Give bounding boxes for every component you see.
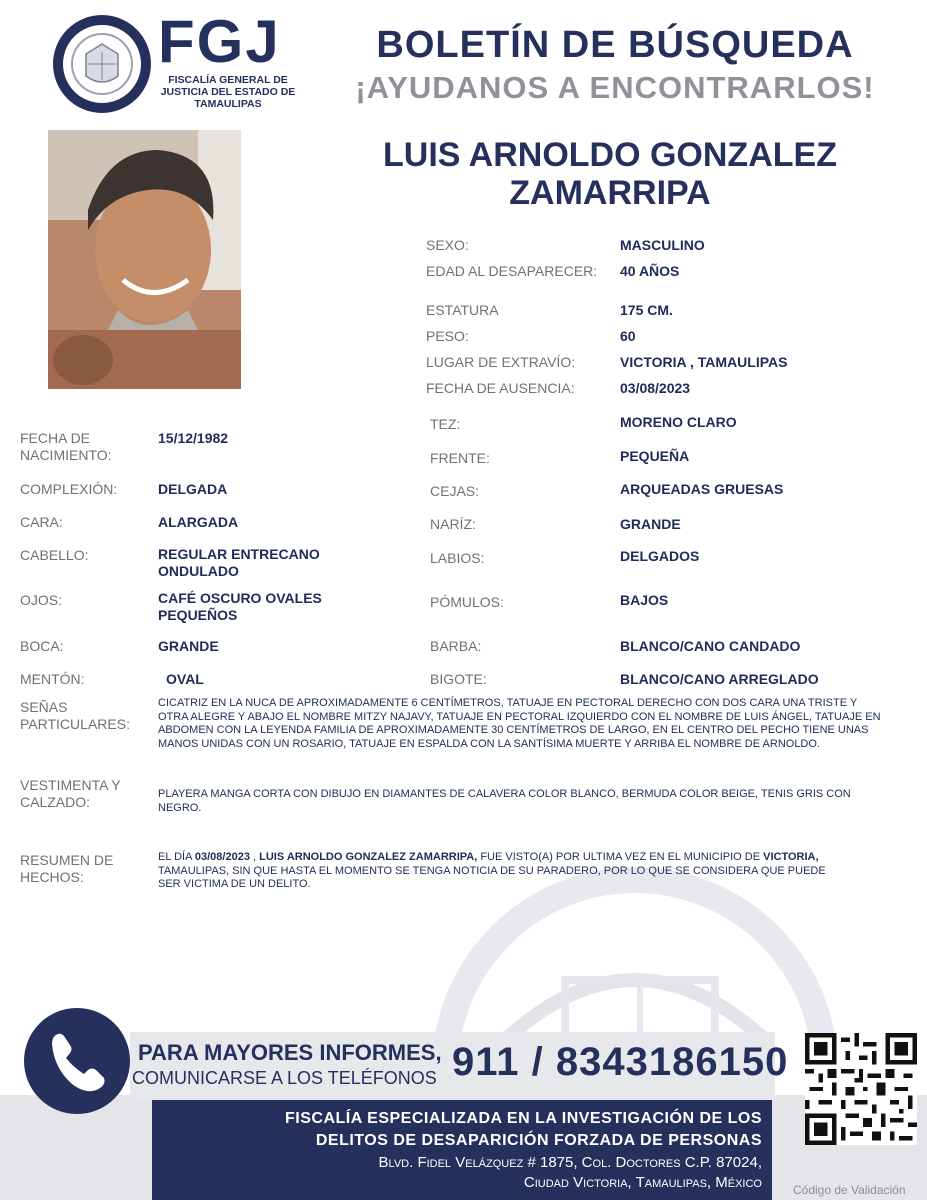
mustache-label: BIGOTE: (430, 671, 487, 687)
age-value: 40 AÑOS (620, 263, 680, 279)
skin-value: MORENO CLARO (620, 414, 737, 430)
logo-organization: FISCALÍA GENERAL DE JUSTICIA DEL ESTADO DE TAMAULIPAS (160, 74, 296, 110)
summary-label: RESUMEN DE HECHOS: (20, 852, 114, 885)
forehead-label: FRENTE: (430, 450, 490, 466)
office-name-line2: DELITOS DE DESAPARICIÓN FORZADA DE PERSONAS (315, 1132, 762, 1149)
sex-value: MASCULINO (620, 237, 705, 253)
marks-label: SEÑAS PARTICULARES: (20, 699, 130, 732)
summary-name: LUIS ARNOLDO GONZALEZ ZAMARRIPA, (259, 851, 478, 863)
absence-date-label: FECHA DE AUSENCIA: (426, 380, 575, 396)
summary-part: EL DÍA (158, 851, 195, 863)
eyebrows-label: CEJAS: (430, 483, 480, 499)
clothing-label: VESTIMENTA Y CALZADO: (20, 777, 121, 810)
eyes-value: CAFÉ OSCURO OVALES PEQUEÑOS (158, 590, 322, 623)
clothing-text: PLAYERA MANGA CORTA CON DIBUJO EN DIAMANTES DE CALAVERA COLOR BLANCO, BERMUDA COLOR BEIGE, TENIS GRIS CON NEGRO. (158, 788, 851, 814)
person-photo (48, 130, 241, 389)
build-value: DELGADA (158, 481, 228, 497)
summary-part: TAMAULIPAS, SIN QUE HASTA EL MOMENTO SE TENGA NOTICIA DE SU PARADERO, POR LO QUE SE CONSIDERA QUE PUEDE SER VICTIMA DE UN DELITO. (158, 864, 826, 890)
weight-value: 60 (620, 328, 636, 344)
qr-validation-label: Código de Validación (793, 1183, 906, 1197)
height-label: ESTATURA (426, 302, 499, 318)
office-name-line1: FISCALÍA ESPECIALIZADA EN LA INVESTIGACIÓN DE LOS (285, 1110, 762, 1127)
logo-acronym: FGJ (158, 8, 281, 75)
info-subheading: COMUNICARSE A LOS TELÉFONOS (132, 1068, 437, 1088)
weight-label: PESO: (426, 328, 469, 344)
mouth-label: BOCA: (20, 638, 64, 654)
face-label: CARA: (20, 514, 63, 530)
forehead-value: PEQUEÑA (620, 448, 690, 464)
chin-value: OVAL (166, 671, 204, 687)
summary-date: 03/08/2023 (194, 851, 250, 863)
person-name: LUIS ARNOLDO GONZALEZ ZAMARRIPA (383, 136, 837, 212)
lips-label: LABIOS: (430, 550, 485, 566)
location-value: VICTORIA , TAMAULIPAS (620, 354, 788, 370)
chin-label: MENTÓN: (20, 671, 85, 687)
eyebrows-value: ARQUEADAS GRUESAS (620, 481, 784, 497)
lips-value: DELGADOS (620, 548, 700, 564)
height-value: 175 CM. (620, 302, 673, 318)
marks-text: CICATRIZ EN LA NUCA DE APROXIMADAMENTE 6 CENTÍMETROS, TATUAJE EN PECTORAL DERECHO CON DOS CARA UNA TRISTE Y OTRA ALEGRE Y ABAJO EL NOMBRE MITZY NAJAVY, TATUAJE EN PECTORAL IZQUIERDO CON EL NOMBRE DE LUIS ÁNGEL, TATUAJE EN ABDOMEN CON LA LEYENDA FAMILIA DE APROXIMADAMENTE 30 CENTÍMETROS DE LARGO, EN EL CENTRO DEL PECHO TIENE UNAS MANOS UNIDAS CON UN ROSARIO, TATUAJE EN ESPALDA CON LA SANTÍSIMA MUERTE Y ARRIBA EL NOMBRE DE ARNOLDO. (158, 697, 881, 750)
phone-numbers[interactable]: 911 / 8343186150 (452, 1040, 789, 1084)
hair-value: REGULAR ENTRECANO ONDULADO (158, 546, 320, 579)
beard-label: BARBA: (430, 638, 482, 654)
nose-label: NARÍZ: (430, 516, 476, 532)
beard-value: BLANCO/CANO CANDADO (620, 638, 801, 654)
office-address-line2: Ciudad Victoria, Tamaulipas, México (523, 1174, 762, 1191)
shield-seal-icon (52, 14, 152, 114)
summary-text (158, 851, 843, 892)
location-label: LUGAR DE EXTRAVÍO: (426, 354, 576, 370)
cheekbones-label: PÓMULOS: (430, 594, 504, 610)
birthdate-value: 15/12/1982 (158, 430, 229, 446)
bulletin-subtitle: ¡AYUDANOS A ENCONTRARLOS! (355, 70, 875, 105)
info-heading: PARA MAYORES INFORMES, (138, 1040, 442, 1065)
summary-part: FUE VISTO(A) POR ULTIMA VEZ EN EL MUNICIPIO DE (477, 851, 764, 863)
nose-value: GRANDE (620, 516, 681, 532)
summary-city: VICTORIA, (763, 851, 819, 863)
age-label: EDAD AL DESAPARECER: (426, 263, 598, 279)
face-value: ALARGADA (158, 514, 239, 530)
hair-label: CABELLO: (20, 547, 89, 563)
skin-label: TEZ: (430, 416, 461, 432)
bulletin-title: BOLETÍN DE BÚSQUEDA (376, 24, 854, 66)
cheekbones-value: BAJOS (620, 592, 669, 608)
sex-label: SEXO: (426, 237, 469, 253)
office-address-line1: Blvd. Fidel Velázquez # 1875, Col. Doctores C.P. 87024, (378, 1154, 762, 1171)
mouth-value: GRANDE (158, 638, 219, 654)
summary-part: , (249, 851, 260, 863)
eyes-label: OJOS: (20, 592, 63, 608)
birthdate-label: FECHA DE NACIMIENTO: (20, 430, 112, 463)
qr-code-icon[interactable] (805, 1033, 917, 1145)
phone-icon (24, 1008, 130, 1114)
absence-date-value: 03/08/2023 (620, 380, 691, 396)
build-label: COMPLEXIÓN: (20, 481, 118, 497)
mustache-value: BLANCO/CANO ARREGLADO (620, 671, 819, 687)
